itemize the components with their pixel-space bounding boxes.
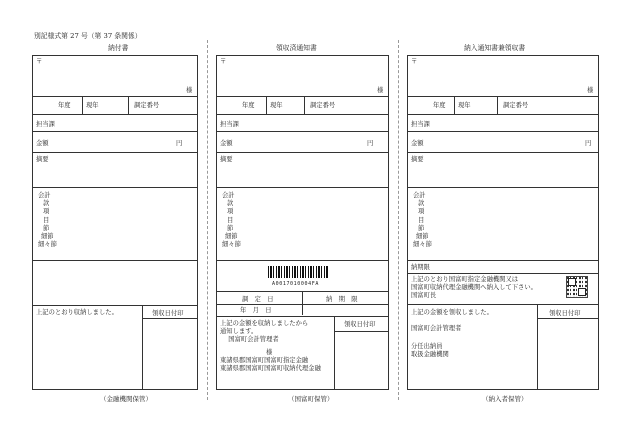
rule	[32, 114, 198, 115]
clerk-info	[411, 343, 449, 359]
amount-label: 金額	[411, 140, 424, 147]
barcode-text: A0017010004FA	[272, 281, 319, 287]
breakdown-item: 節	[227, 224, 234, 232]
breakdown-item: 項	[227, 208, 234, 216]
breakdown-item: 細々節	[38, 241, 57, 249]
yen-unit: 円	[367, 140, 374, 147]
accounting-manager: 国富町会計管理者	[411, 325, 462, 332]
rule	[407, 96, 599, 97]
receipt-notice-text	[220, 320, 321, 373]
notice-line: 東諸県郡国富町国富町指定金融	[220, 356, 309, 364]
clerk-line: 取扱金融機関	[411, 351, 449, 359]
yen-unit: 円	[176, 140, 183, 147]
panel-title: 納入通知書兼領収書	[464, 44, 526, 52]
rule	[32, 260, 198, 261]
instruction-line: 上記のとおり国富町指定金融機関又は	[411, 276, 519, 283]
received-note: 上記のとおり収納しました。	[36, 309, 118, 316]
rule	[32, 96, 198, 97]
notice-line: 東諸県郡国富町国富町収納代理金融	[220, 365, 321, 373]
received-note: 上記の金額を領収しました。	[411, 309, 493, 316]
rule	[216, 316, 389, 317]
instruction-line: 国富町長	[411, 292, 437, 300]
assessment-number-label: 調定番号	[310, 102, 336, 109]
date-ymd-label: 年 月 日	[240, 307, 272, 314]
current-year-label: 現年	[86, 102, 99, 109]
form-title: 別記様式第 27 号（第 37 条関係）	[34, 32, 142, 40]
addressee-sama: 様	[186, 87, 193, 94]
rule	[82, 96, 83, 114]
breakdown-item: 節	[418, 224, 425, 232]
breakdown-item: 目	[43, 216, 50, 224]
breakdown-item: 細々節	[222, 241, 241, 249]
breakdown-item: 款	[43, 200, 50, 208]
addressee-sama: 様	[377, 87, 384, 94]
instruction-line: 国富町収納代理金融機関へ納入して下さい。	[411, 284, 537, 292]
rule	[142, 318, 198, 319]
rule	[216, 96, 389, 97]
panel-frame	[32, 55, 198, 390]
rule	[537, 304, 538, 390]
addressee-sama: 様	[587, 87, 594, 94]
breakdown-item: 款	[418, 200, 425, 208]
rule	[407, 187, 599, 188]
separator-right	[398, 40, 399, 400]
breakdown-list	[38, 192, 57, 249]
rule	[537, 318, 599, 319]
breakdown-item: 目	[227, 216, 234, 224]
panel-footer: （国富町保管）	[288, 395, 334, 403]
stamp-label: 領収日付印	[549, 310, 581, 317]
breakdown-item: 節	[43, 224, 50, 232]
breakdown-list	[222, 192, 241, 249]
rule	[216, 152, 389, 153]
rule	[407, 152, 599, 153]
postal-mark: 〒	[36, 58, 43, 65]
panel-title: 領収済通知書	[276, 44, 317, 52]
clerk-line: 分任出納員	[411, 343, 443, 350]
rule	[32, 187, 198, 188]
breakdown-item: 細節	[41, 233, 54, 241]
amount-label: 金額	[36, 140, 49, 147]
summary-label: 摘要	[220, 156, 233, 163]
rule	[266, 96, 267, 114]
amount-label: 金額	[220, 140, 233, 147]
rule	[497, 96, 498, 114]
postal-mark: 〒	[411, 58, 418, 65]
panel-footer: （金融機関保管）	[100, 395, 152, 403]
stamp-label: 領収日付印	[152, 310, 184, 317]
year-label: 年度	[242, 102, 255, 109]
rule	[32, 305, 198, 306]
summary-label: 摘要	[411, 156, 424, 163]
year-label: 年度	[433, 102, 446, 109]
breakdown-item: 会計	[413, 192, 426, 199]
rule	[304, 96, 305, 114]
rule	[216, 114, 389, 115]
rule	[334, 316, 335, 390]
current-year-label: 現年	[270, 102, 283, 109]
notice-line: 様	[266, 348, 273, 356]
rule	[407, 260, 599, 261]
department-label: 担当課	[411, 121, 430, 128]
notice-line: 通知します。	[220, 328, 258, 336]
assessment-date-label: 調 定 日	[242, 296, 274, 303]
summary-label: 摘要	[36, 156, 49, 163]
payment-deadline-label: 納 期 限	[326, 296, 358, 303]
rule	[216, 260, 389, 261]
year-label: 年度	[58, 102, 71, 109]
panel-title: 納付書	[108, 44, 129, 52]
rule	[302, 291, 303, 315]
breakdown-item: 会計	[38, 192, 51, 199]
rule	[32, 152, 198, 153]
department-label: 担当課	[220, 121, 239, 128]
notice-line: 国富町会計管理者	[222, 336, 279, 344]
rule	[334, 331, 389, 332]
breakdown-item: 会計	[222, 192, 235, 199]
separator-left	[207, 40, 208, 400]
rule	[407, 114, 599, 115]
qr-code	[566, 276, 588, 298]
breakdown-item: 目	[418, 216, 425, 224]
panel-footer: （納入者保管）	[482, 395, 528, 403]
rule	[407, 273, 599, 274]
assessment-number-label: 調定番号	[134, 102, 160, 109]
rule	[454, 96, 455, 114]
rule	[407, 131, 599, 132]
breakdown-item: 項	[43, 208, 50, 216]
notice-line: 上記の金額を収納しましたから	[220, 320, 309, 327]
payment-instruction	[411, 276, 537, 301]
barcode	[268, 266, 328, 278]
postal-mark: 〒	[220, 58, 227, 65]
rule	[216, 187, 389, 188]
current-year-label: 現年	[458, 102, 471, 109]
stamp-label: 領収日付印	[344, 321, 376, 328]
breakdown-item: 細節	[225, 233, 238, 241]
rule	[216, 131, 389, 132]
department-label: 担当課	[36, 121, 55, 128]
breakdown-item: 細々節	[413, 241, 432, 249]
rule	[407, 304, 599, 305]
breakdown-list	[413, 192, 432, 249]
breakdown-item: 項	[418, 208, 425, 216]
deadline-label: 納期限	[411, 264, 430, 271]
rule	[128, 96, 129, 114]
breakdown-item: 細節	[416, 233, 429, 241]
yen-unit: 円	[585, 140, 592, 147]
breakdown-item: 款	[227, 200, 234, 208]
rule	[216, 304, 389, 305]
rule	[32, 131, 198, 132]
assessment-number-label: 調定番号	[503, 102, 529, 109]
